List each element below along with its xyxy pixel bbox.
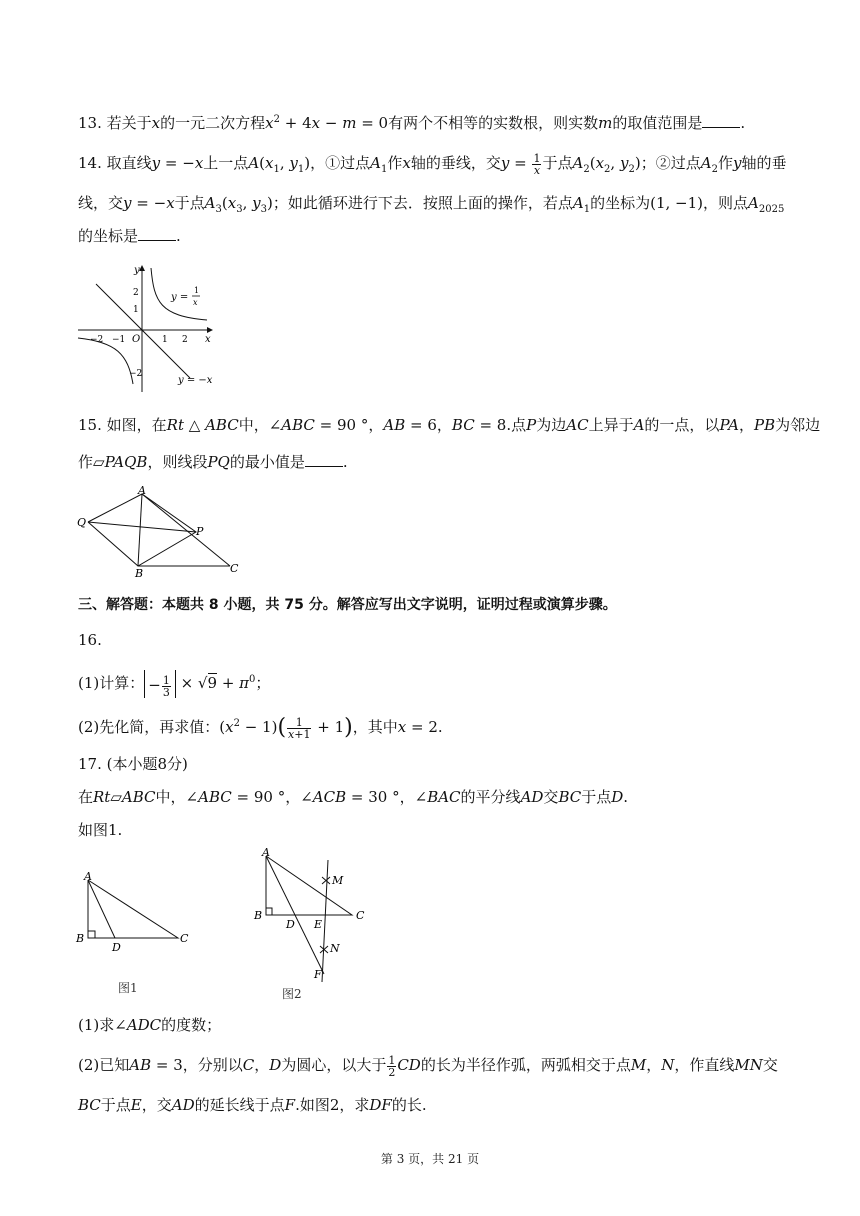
svg-text:C: C (180, 932, 189, 945)
svg-text:B: B (76, 932, 85, 945)
question-number: 13. (78, 114, 102, 132)
svg-text:P: P (196, 525, 204, 538)
svg-text:2: 2 (182, 335, 188, 345)
svg-text:D: D (286, 918, 295, 931)
question-number: 17. (本小题8分) (78, 755, 188, 773)
question-number: 15. (78, 416, 102, 434)
question-number: 16. (78, 631, 102, 649)
svg-text:F: F (314, 968, 322, 981)
question-17-line-1: 在Rt▱ABC中，∠ABC = 90 °，∠ACB = 30 °，∠BAC的平分线AD交BC于点D. (78, 788, 629, 806)
svg-text:C: C (230, 562, 239, 575)
svg-text:2: 2 (133, 288, 139, 298)
hyperbola-line-graph (76, 262, 216, 392)
question-17-line-2: 如图1. (78, 821, 123, 839)
svg-text:Q: Q (77, 516, 87, 529)
question-17-part-2-line-2: BC于点E，交AD的延长线于点F.如图2，求DF的长. (78, 1096, 427, 1114)
svg-text:A: A (138, 484, 146, 497)
question-15: 15. 如图，在Rt △ ABC中，∠ABC = 90 °，AB = 6，BC = 8.点P为边AC上异于A的一点，以PA，PB为邻边 (78, 416, 821, 434)
svg-text:D: D (112, 941, 121, 954)
x-axis-label: x (205, 334, 211, 345)
svg-text:1: 1 (162, 335, 168, 345)
svg-text:E: E (314, 918, 323, 931)
svg-text:B: B (254, 909, 263, 922)
svg-text:y = −x: y = −x (178, 375, 213, 386)
answer-blank (702, 113, 740, 128)
svg-text:−2: −2 (129, 369, 143, 379)
svg-text:−2: −2 (90, 335, 104, 345)
question-number: 14. (78, 154, 102, 172)
answer-blank (138, 226, 176, 241)
svg-text:1: 1 (194, 286, 200, 295)
svg-text:y =: y = (171, 292, 189, 303)
question-15-line-2: 作▱PAQB，则线段PQ的最小值是 . (78, 453, 348, 471)
question-17-part-1: (1)求∠ADC的度数； (78, 1016, 222, 1034)
svg-text:C: C (356, 909, 365, 922)
question-14-line-2: 线，交y = −x于点$A_3(x_3$, $y_3$)；如此循环进行下去．按照上面的操作，若点$A_1$的坐标为(1, −1)，则点$A_{2025}$ (78, 194, 785, 215)
svg-text:1: 1 (133, 305, 139, 315)
answer-blank (305, 452, 343, 467)
triangle-figure-1 (74, 868, 204, 1004)
svg-text:M: M (332, 874, 344, 887)
question-16 (78, 629, 102, 651)
figure-caption: 图1 (118, 981, 138, 995)
y-axis-label: y (134, 265, 140, 276)
svg-text:A: A (84, 870, 92, 883)
svg-text:B: B (135, 567, 144, 580)
parallelogram-figure (76, 484, 246, 580)
svg-text:−1: −1 (112, 335, 126, 345)
section-heading: 三、解答题：本题共 8 小题，共 75 分。解答应写出文字说明，证明过程或演算步骤。 (78, 597, 617, 613)
figure-caption: 图2 (282, 987, 302, 1001)
page-footer: 第 3 页，共 21 页 (380, 1152, 480, 1166)
triangle-figure-2 (252, 846, 382, 1004)
svg-text:x: x (193, 298, 198, 307)
question-14-line-3: 的坐标是 . (78, 227, 181, 245)
question-16-part-1: (1)计算： − $\frac{1}{3}$ × $√9 + \pi^0$； (78, 668, 270, 698)
question-13: 13. 若关于x的一元二次方程$x^2 + 4x - m = 0$有两个不相等的实数根，则实数m的取值范围是 . (78, 114, 746, 132)
arc-mark-M (322, 877, 330, 884)
question-17 (78, 753, 188, 775)
origin-label: O (132, 334, 141, 345)
svg-text:N: N (330, 942, 340, 955)
question-17-part-2: (2)已知AB = 3，分别以C，D为圆心，以大于 $\frac{1}{2}$ CD的长为半径作弧，两弧相交于点M，N，作直线MN交 (78, 1053, 778, 1079)
question-16-part-2: (2)先化简，再求值：$(x^2 - 1)$( $\frac{1}{x+1}$ + 1)，其中x = 2. (78, 715, 443, 741)
question-14: 14. 取直线y = −x上一点$A(x_1$, $y_1$)，①过点$A_1$作x轴的垂线，交y = $\frac{1}{x}$ 于点$A_2(x_2$, $y_2$)；②过点$A_2$作y轴的垂 (78, 151, 787, 177)
svg-text:A: A (262, 846, 270, 859)
